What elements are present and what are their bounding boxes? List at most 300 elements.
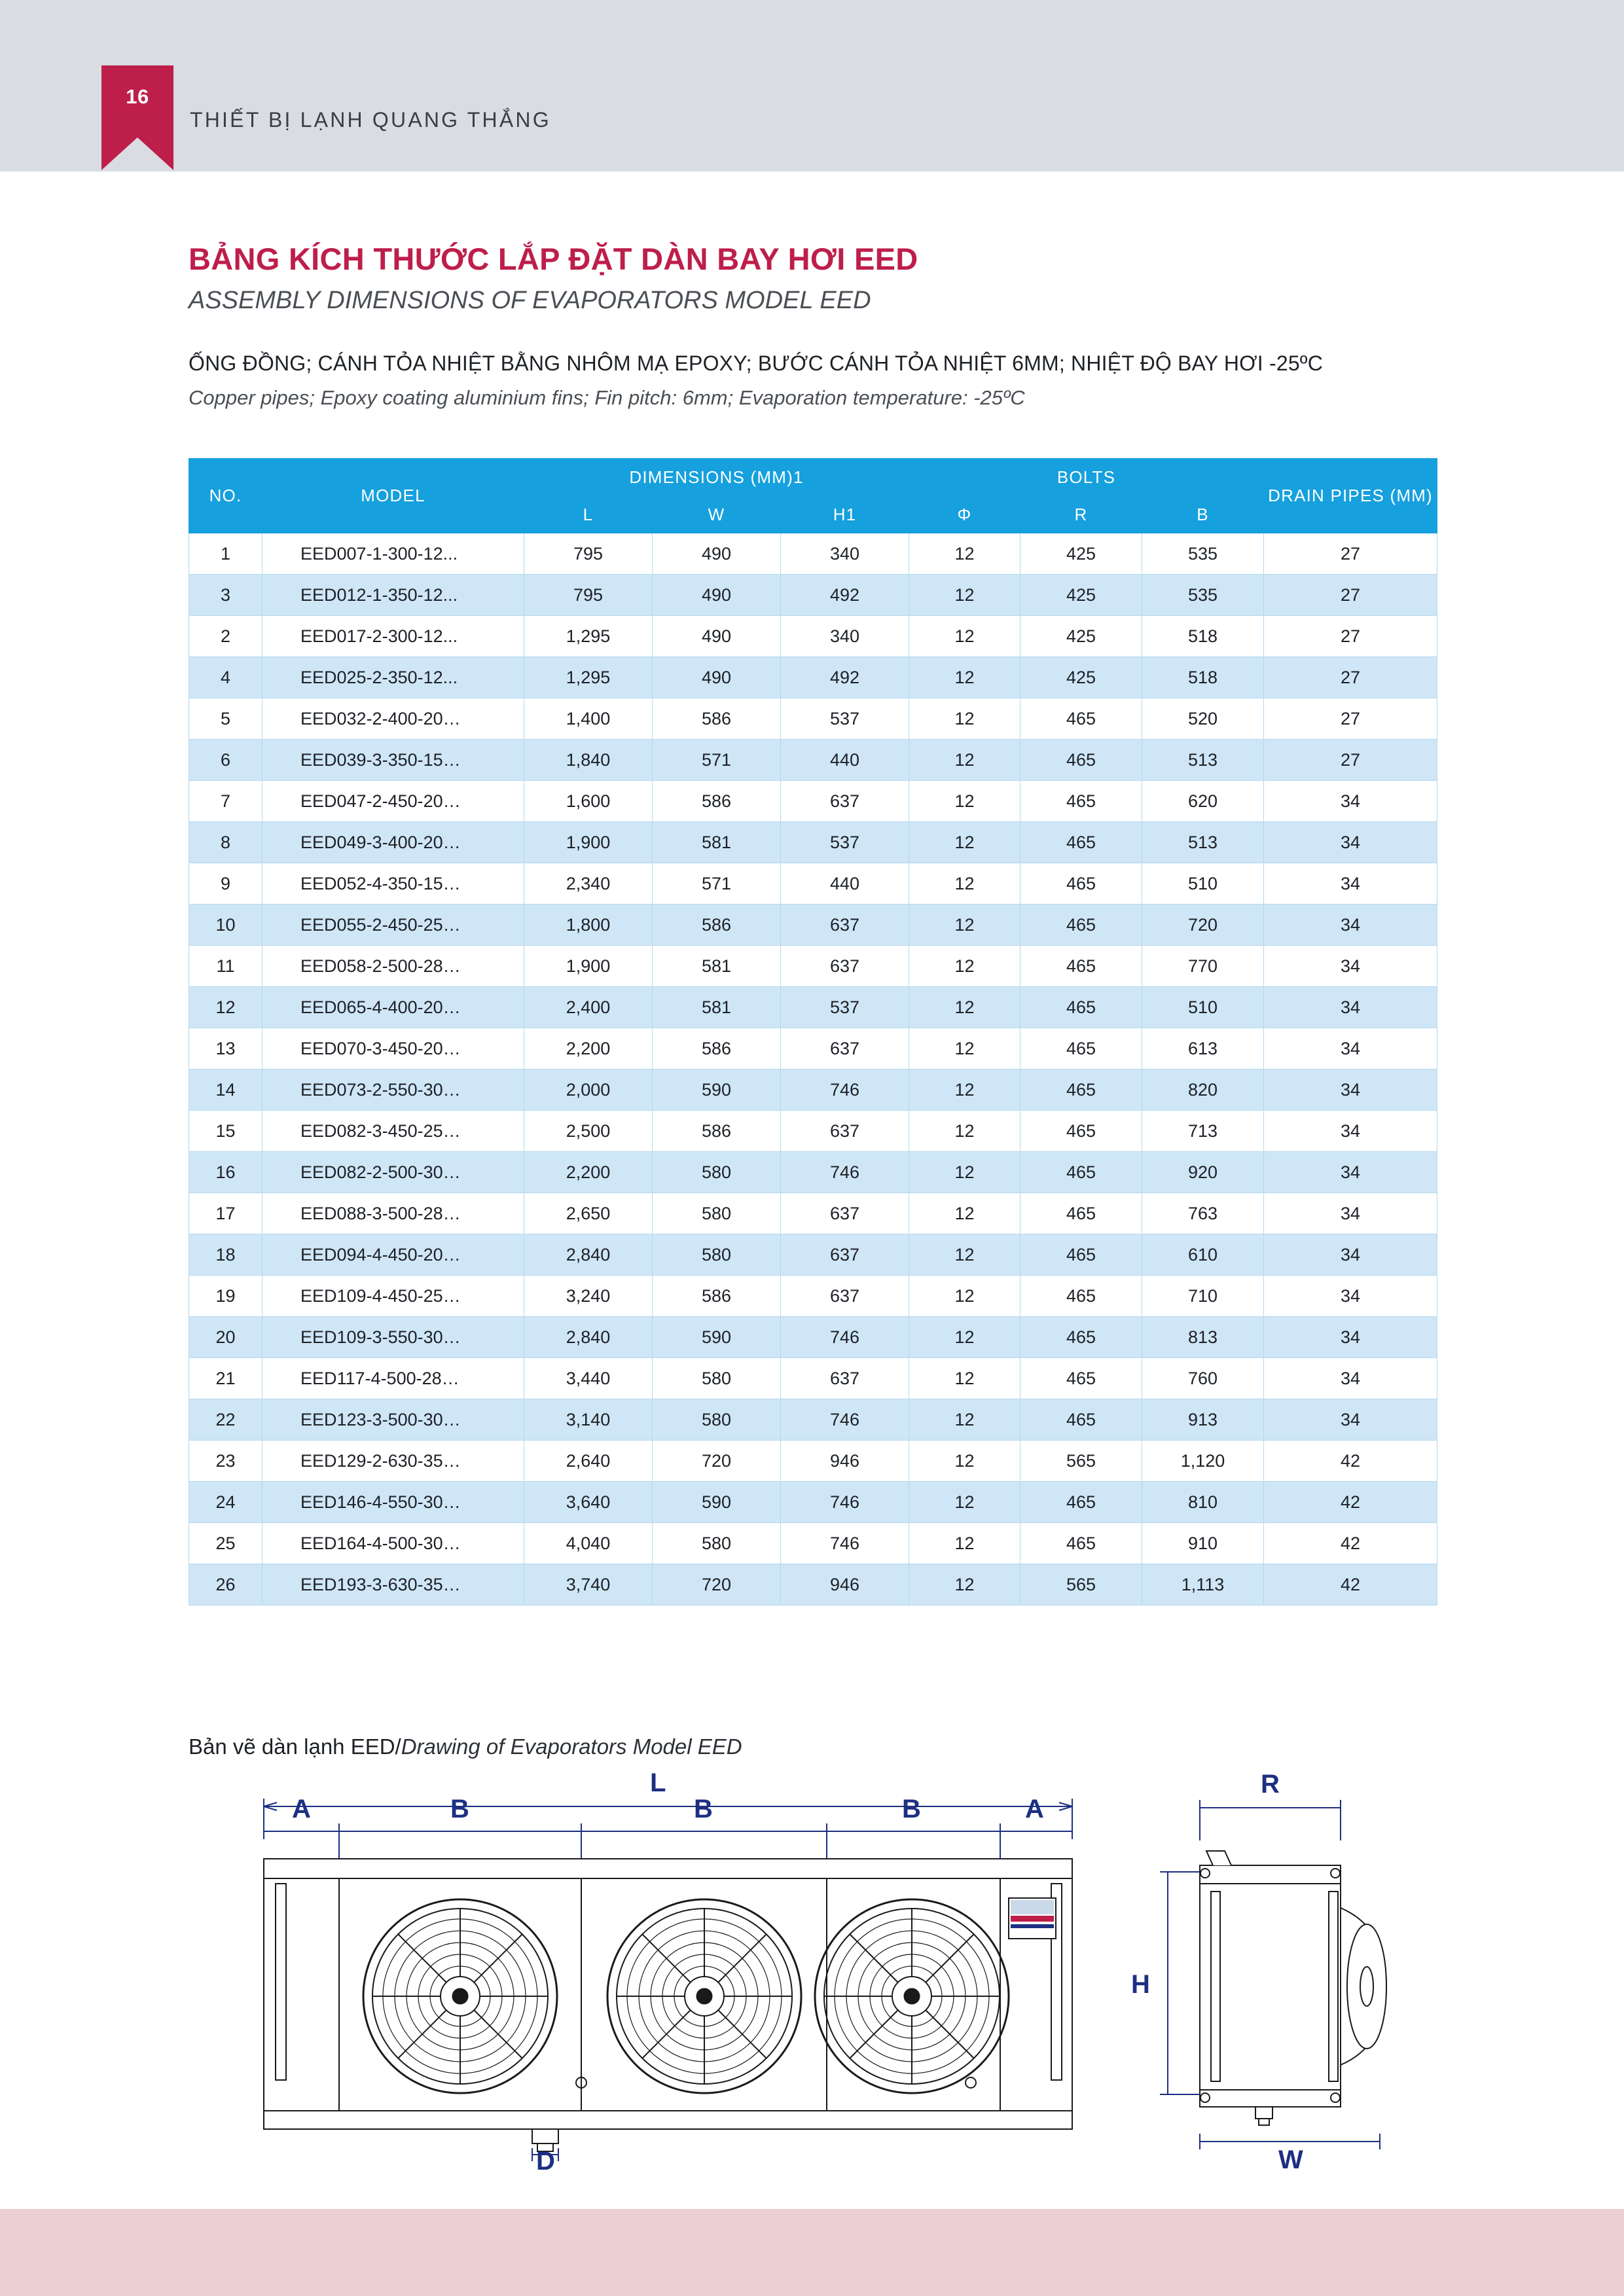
cell-h1: 440 — [781, 740, 909, 781]
cell-no: 22 — [189, 1399, 262, 1441]
cell-phi: 12 — [909, 1193, 1020, 1234]
cell-drain: 34 — [1264, 1399, 1437, 1441]
cell-no: 20 — [189, 1317, 262, 1358]
table-row — [189, 533, 1437, 575]
label-B-3: B — [902, 1795, 921, 1823]
cell-r: 465 — [1020, 1028, 1142, 1069]
table-row — [189, 1482, 1437, 1523]
cell-model: EED055-2-450-25… — [262, 905, 524, 946]
cell-b: 760 — [1142, 1358, 1264, 1399]
cell-l: 1,900 — [524, 822, 653, 863]
cell-no: 8 — [189, 822, 262, 863]
cell-b: 518 — [1142, 657, 1264, 698]
cell-phi: 12 — [909, 1028, 1020, 1069]
cell-r: 465 — [1020, 781, 1142, 822]
page-subtitle: ASSEMBLY DIMENSIONS OF EVAPORATORS MODEL EED — [189, 287, 871, 314]
cell-no: 3 — [189, 575, 262, 616]
cell-r: 465 — [1020, 863, 1142, 905]
cell-phi: 12 — [909, 1069, 1020, 1111]
cell-l: 4,040 — [524, 1523, 653, 1564]
cell-r: 465 — [1020, 1276, 1142, 1317]
cell-model: EED088-3-500-28… — [262, 1193, 524, 1234]
cell-b: 513 — [1142, 740, 1264, 781]
cell-h1: 440 — [781, 863, 909, 905]
table-body — [189, 533, 1437, 1605]
cell-b: 913 — [1142, 1399, 1264, 1441]
cell-b: 610 — [1142, 1234, 1264, 1276]
cell-b: 720 — [1142, 905, 1264, 946]
spec-line-english: Copper pipes; Epoxy coating aluminium fins; Fin pitch: 6mm; Evaporation temperature: -25ºC — [189, 386, 1025, 409]
cell-w: 490 — [653, 533, 781, 575]
cell-b: 710 — [1142, 1276, 1264, 1317]
page-title: BẢNG KÍCH THƯỚC LẮP ĐẶT DÀN BAY HƠI EED — [189, 242, 918, 276]
drawing-caption-en: Drawing of Evaporators Model EED — [401, 1734, 742, 1759]
label-R: R — [1261, 1770, 1280, 1799]
cell-h1: 637 — [781, 905, 909, 946]
drawing-caption-vn: Bản vẽ dàn lạnh EED/ — [189, 1734, 401, 1759]
cell-l: 3,740 — [524, 1564, 653, 1605]
cell-h1: 637 — [781, 946, 909, 987]
cell-model: EED073-2-550-30… — [262, 1069, 524, 1111]
cell-h1: 340 — [781, 533, 909, 575]
cell-l: 1,295 — [524, 657, 653, 698]
cell-r: 465 — [1020, 1152, 1142, 1193]
cell-drain: 34 — [1264, 863, 1437, 905]
label-A-right: A — [1025, 1795, 1044, 1823]
cell-l: 1,600 — [524, 781, 653, 822]
cell-h1: 637 — [781, 1234, 909, 1276]
table-row — [189, 1111, 1437, 1152]
company-name: THIẾT BỊ LẠNH QUANG THẮNG — [190, 108, 551, 132]
cell-l: 1,295 — [524, 616, 653, 657]
cell-model: EED070-3-450-20… — [262, 1028, 524, 1069]
cell-w: 720 — [653, 1441, 781, 1482]
cell-drain: 27 — [1264, 740, 1437, 781]
table-header-row-group — [189, 459, 1437, 496]
cell-drain: 34 — [1264, 1276, 1437, 1317]
cell-phi: 12 — [909, 987, 1020, 1028]
cell-model: EED082-2-500-30… — [262, 1152, 524, 1193]
cell-r: 465 — [1020, 1111, 1142, 1152]
cell-h1: 537 — [781, 987, 909, 1028]
label-W: W — [1278, 2145, 1303, 2174]
cell-w: 586 — [653, 698, 781, 740]
cell-phi: 12 — [909, 616, 1020, 657]
cell-model: EED109-4-450-25… — [262, 1276, 524, 1317]
table-row — [189, 1028, 1437, 1069]
cell-no: 18 — [189, 1234, 262, 1276]
table-row — [189, 905, 1437, 946]
cell-b: 510 — [1142, 863, 1264, 905]
cell-no: 19 — [189, 1276, 262, 1317]
cell-phi: 12 — [909, 822, 1020, 863]
cell-drain: 34 — [1264, 1111, 1437, 1152]
cell-drain: 42 — [1264, 1441, 1437, 1482]
cell-drain: 34 — [1264, 1193, 1437, 1234]
cell-no: 13 — [189, 1028, 262, 1069]
cell-no: 25 — [189, 1523, 262, 1564]
cell-l: 1,900 — [524, 946, 653, 987]
table-row — [189, 1523, 1437, 1564]
cell-w: 720 — [653, 1564, 781, 1605]
cell-drain: 34 — [1264, 987, 1437, 1028]
cell-model: EED123-3-500-30… — [262, 1399, 524, 1441]
cell-drain: 34 — [1264, 1234, 1437, 1276]
cell-w: 581 — [653, 822, 781, 863]
cell-drain: 27 — [1264, 657, 1437, 698]
cell-phi: 12 — [909, 1564, 1020, 1605]
cell-h1: 492 — [781, 575, 909, 616]
cell-no: 7 — [189, 781, 262, 822]
cell-l: 2,000 — [524, 1069, 653, 1111]
cell-w: 586 — [653, 1111, 781, 1152]
header-l: L — [524, 496, 653, 533]
cell-l: 2,500 — [524, 1111, 653, 1152]
cell-l: 3,240 — [524, 1276, 653, 1317]
table-row — [189, 1234, 1437, 1276]
cell-w: 490 — [653, 616, 781, 657]
table-row — [189, 822, 1437, 863]
table-row — [189, 1276, 1437, 1317]
cell-w: 580 — [653, 1193, 781, 1234]
cell-r: 465 — [1020, 1234, 1142, 1276]
cell-phi: 12 — [909, 1482, 1020, 1523]
cell-no: 2 — [189, 616, 262, 657]
cell-r: 465 — [1020, 1069, 1142, 1111]
cell-no: 6 — [189, 740, 262, 781]
cell-l: 3,440 — [524, 1358, 653, 1399]
cell-l: 2,400 — [524, 987, 653, 1028]
header-dimensions: DIMENSIONS (MM)1 — [524, 459, 909, 496]
cell-r: 465 — [1020, 905, 1142, 946]
cell-no: 24 — [189, 1482, 262, 1523]
label-A-left: A — [292, 1795, 311, 1823]
cell-b: 620 — [1142, 781, 1264, 822]
cell-model: EED065-4-400-20… — [262, 987, 524, 1028]
cell-w: 571 — [653, 863, 781, 905]
table-row — [189, 987, 1437, 1028]
cell-w: 580 — [653, 1523, 781, 1564]
cell-model: EED049-3-400-20… — [262, 822, 524, 863]
cell-h1: 637 — [781, 1028, 909, 1069]
page-number: 16 — [126, 85, 149, 108]
cell-model: EED032-2-400-20… — [262, 698, 524, 740]
cell-drain: 27 — [1264, 698, 1437, 740]
cell-w: 590 — [653, 1317, 781, 1358]
cell-w: 490 — [653, 657, 781, 698]
label-D: D — [536, 2147, 555, 2176]
cell-h1: 637 — [781, 1358, 909, 1399]
cell-r: 465 — [1020, 946, 1142, 987]
cell-w: 590 — [653, 1069, 781, 1111]
cell-h1: 746 — [781, 1482, 909, 1523]
cell-phi: 12 — [909, 946, 1020, 987]
cell-l: 2,200 — [524, 1028, 653, 1069]
cell-b: 518 — [1142, 616, 1264, 657]
cell-phi: 12 — [909, 1399, 1020, 1441]
cell-phi: 12 — [909, 1276, 1020, 1317]
cell-model: EED012-1-350-12... — [262, 575, 524, 616]
cell-h1: 492 — [781, 657, 909, 698]
cell-w: 581 — [653, 987, 781, 1028]
cell-model: EED094-4-450-20… — [262, 1234, 524, 1276]
cell-l: 1,400 — [524, 698, 653, 740]
page-number-flag — [101, 65, 173, 170]
cell-b: 763 — [1142, 1193, 1264, 1234]
cell-drain: 34 — [1264, 1028, 1437, 1069]
cell-phi: 12 — [909, 698, 1020, 740]
cell-h1: 746 — [781, 1399, 909, 1441]
cell-no: 15 — [189, 1111, 262, 1152]
cell-model: EED017-2-300-12... — [262, 616, 524, 657]
cell-w: 490 — [653, 575, 781, 616]
cell-b: 813 — [1142, 1317, 1264, 1358]
cell-r: 465 — [1020, 987, 1142, 1028]
cell-h1: 946 — [781, 1564, 909, 1605]
cell-l: 3,640 — [524, 1482, 653, 1523]
cell-phi: 12 — [909, 1111, 1020, 1152]
table-row — [189, 1358, 1437, 1399]
cell-no: 26 — [189, 1564, 262, 1605]
cell-r: 465 — [1020, 1193, 1142, 1234]
cell-no: 21 — [189, 1358, 262, 1399]
cell-r: 465 — [1020, 1482, 1142, 1523]
table-row — [189, 1399, 1437, 1441]
cell-w: 586 — [653, 781, 781, 822]
cell-phi: 12 — [909, 740, 1020, 781]
table-row — [189, 698, 1437, 740]
table-row — [189, 1069, 1437, 1111]
cell-b: 820 — [1142, 1069, 1264, 1111]
cell-b: 920 — [1142, 1152, 1264, 1193]
cell-model: EED146-4-550-30… — [262, 1482, 524, 1523]
cell-drain: 34 — [1264, 1317, 1437, 1358]
cell-phi: 12 — [909, 1523, 1020, 1564]
table-row — [189, 575, 1437, 616]
cell-h1: 637 — [781, 781, 909, 822]
dimensions-table — [189, 458, 1437, 1605]
table-row — [189, 1152, 1437, 1193]
evaporator-technical-drawing — [189, 1767, 1439, 2173]
cell-drain: 34 — [1264, 905, 1437, 946]
cell-b: 810 — [1142, 1482, 1264, 1523]
header-h1: H1 — [781, 496, 909, 533]
table-row — [189, 1564, 1437, 1605]
cell-model: EED129-2-630-35… — [262, 1441, 524, 1482]
cell-model: EED039-3-350-15… — [262, 740, 524, 781]
cell-h1: 537 — [781, 822, 909, 863]
cell-r: 565 — [1020, 1564, 1142, 1605]
cell-b: 613 — [1142, 1028, 1264, 1069]
table-row — [189, 863, 1437, 905]
cell-l: 1,840 — [524, 740, 653, 781]
cell-r: 425 — [1020, 533, 1142, 575]
header-phi: Φ — [909, 496, 1020, 533]
cell-drain: 42 — [1264, 1564, 1437, 1605]
cell-b: 770 — [1142, 946, 1264, 987]
cell-no: 9 — [189, 863, 262, 905]
cell-model: EED082-3-450-25… — [262, 1111, 524, 1152]
header-w: W — [653, 496, 781, 533]
label-H: H — [1131, 1970, 1150, 1999]
header-r: R — [1020, 496, 1142, 533]
label-B-1: B — [450, 1795, 469, 1823]
cell-drain: 34 — [1264, 1152, 1437, 1193]
cell-drain: 34 — [1264, 946, 1437, 987]
cell-w: 580 — [653, 1399, 781, 1441]
cell-w: 586 — [653, 905, 781, 946]
header-no: NO. — [189, 459, 262, 533]
cell-l: 2,650 — [524, 1193, 653, 1234]
page-footer-bar — [0, 2209, 1624, 2296]
cell-r: 465 — [1020, 1317, 1142, 1358]
cell-w: 571 — [653, 740, 781, 781]
cell-r: 425 — [1020, 657, 1142, 698]
cell-b: 510 — [1142, 987, 1264, 1028]
cell-no: 14 — [189, 1069, 262, 1111]
cell-no: 1 — [189, 533, 262, 575]
flag-point — [101, 137, 173, 170]
cell-drain: 27 — [1264, 575, 1437, 616]
cell-w: 580 — [653, 1234, 781, 1276]
cell-phi: 12 — [909, 575, 1020, 616]
cell-phi: 12 — [909, 1358, 1020, 1399]
cell-model: EED058-2-500-28… — [262, 946, 524, 987]
cell-r: 465 — [1020, 1358, 1142, 1399]
cell-r: 425 — [1020, 575, 1142, 616]
cell-h1: 746 — [781, 1317, 909, 1358]
cell-model: EED193-3-630-35… — [262, 1564, 524, 1605]
cell-l: 2,340 — [524, 863, 653, 905]
cell-model: EED025-2-350-12... — [262, 657, 524, 698]
cell-model: EED047-2-450-20… — [262, 781, 524, 822]
cell-w: 586 — [653, 1028, 781, 1069]
cell-r: 465 — [1020, 1399, 1142, 1441]
cell-b: 910 — [1142, 1523, 1264, 1564]
cell-phi: 12 — [909, 1317, 1020, 1358]
cell-r: 465 — [1020, 740, 1142, 781]
cell-b: 1,113 — [1142, 1564, 1264, 1605]
cell-h1: 637 — [781, 1276, 909, 1317]
cell-r: 565 — [1020, 1441, 1142, 1482]
cell-drain: 34 — [1264, 781, 1437, 822]
cell-no: 5 — [189, 698, 262, 740]
label-L: L — [650, 1768, 666, 1797]
cell-l: 795 — [524, 575, 653, 616]
table-row — [189, 1317, 1437, 1358]
cell-no: 11 — [189, 946, 262, 987]
cell-no: 23 — [189, 1441, 262, 1482]
cell-phi: 12 — [909, 863, 1020, 905]
label-B-2: B — [694, 1795, 713, 1823]
cell-l: 3,140 — [524, 1399, 653, 1441]
cell-drain: 27 — [1264, 533, 1437, 575]
table-row — [189, 616, 1437, 657]
cell-l: 2,840 — [524, 1234, 653, 1276]
spec-line-vietnamese: ỐNG ĐỒNG; CÁNH TỎA NHIỆT BẰNG NHÔM MẠ EPOXY; BƯỚC CÁNH TỎA NHIỆT 6MM; NHIỆT ĐỘ BAY HƠI -25ºC — [189, 351, 1324, 375]
header-model: MODEL — [262, 459, 524, 533]
cell-l: 1,800 — [524, 905, 653, 946]
cell-h1: 946 — [781, 1441, 909, 1482]
cell-no: 4 — [189, 657, 262, 698]
cell-no: 12 — [189, 987, 262, 1028]
header-bolts: BOLTS — [909, 459, 1264, 496]
cell-r: 425 — [1020, 616, 1142, 657]
table-row — [189, 946, 1437, 987]
header-b: B — [1142, 496, 1264, 533]
cell-drain: 27 — [1264, 616, 1437, 657]
cell-h1: 637 — [781, 1111, 909, 1152]
cell-phi: 12 — [909, 533, 1020, 575]
cell-r: 465 — [1020, 822, 1142, 863]
cell-h1: 746 — [781, 1523, 909, 1564]
cell-phi: 12 — [909, 657, 1020, 698]
page-header-bar — [0, 0, 1624, 171]
cell-drain: 34 — [1264, 822, 1437, 863]
cell-h1: 746 — [781, 1152, 909, 1193]
dimensions-table-wrapper — [189, 458, 1437, 1605]
table-row — [189, 657, 1437, 698]
cell-l: 2,840 — [524, 1317, 653, 1358]
cell-drain: 42 — [1264, 1482, 1437, 1523]
cell-phi: 12 — [909, 781, 1020, 822]
cell-l: 2,200 — [524, 1152, 653, 1193]
cell-r: 465 — [1020, 1523, 1142, 1564]
cell-w: 586 — [653, 1276, 781, 1317]
drawing-caption — [189, 1734, 742, 1759]
cell-model: EED117-4-500-28… — [262, 1358, 524, 1399]
cell-w: 590 — [653, 1482, 781, 1523]
table-row — [189, 740, 1437, 781]
cell-w: 580 — [653, 1358, 781, 1399]
cell-model: EED109-3-550-30… — [262, 1317, 524, 1358]
cell-no: 17 — [189, 1193, 262, 1234]
cell-drain: 34 — [1264, 1069, 1437, 1111]
table-row — [189, 781, 1437, 822]
cell-b: 713 — [1142, 1111, 1264, 1152]
cell-h1: 537 — [781, 698, 909, 740]
table-head — [189, 459, 1437, 533]
cell-phi: 12 — [909, 905, 1020, 946]
cell-l: 795 — [524, 533, 653, 575]
cell-phi: 12 — [909, 1441, 1020, 1482]
cell-b: 513 — [1142, 822, 1264, 863]
cell-model: EED007-1-300-12... — [262, 533, 524, 575]
header-drain-pipes: DRAIN PIPES (MM) — [1264, 459, 1437, 533]
cell-model: EED164-4-500-30… — [262, 1523, 524, 1564]
cell-model: EED052-4-350-15… — [262, 863, 524, 905]
cell-h1: 637 — [781, 1193, 909, 1234]
cell-no: 16 — [189, 1152, 262, 1193]
cell-drain: 34 — [1264, 1358, 1437, 1399]
cell-b: 520 — [1142, 698, 1264, 740]
cell-w: 580 — [653, 1152, 781, 1193]
cell-r: 465 — [1020, 698, 1142, 740]
cell-phi: 12 — [909, 1152, 1020, 1193]
table-row — [189, 1193, 1437, 1234]
cell-l: 2,640 — [524, 1441, 653, 1482]
cell-no: 10 — [189, 905, 262, 946]
cell-b: 535 — [1142, 533, 1264, 575]
cell-h1: 340 — [781, 616, 909, 657]
cell-w: 581 — [653, 946, 781, 987]
cell-b: 535 — [1142, 575, 1264, 616]
cell-b: 1,120 — [1142, 1441, 1264, 1482]
table-row — [189, 1441, 1437, 1482]
cell-drain: 42 — [1264, 1523, 1437, 1564]
cell-phi: 12 — [909, 1234, 1020, 1276]
cell-h1: 746 — [781, 1069, 909, 1111]
